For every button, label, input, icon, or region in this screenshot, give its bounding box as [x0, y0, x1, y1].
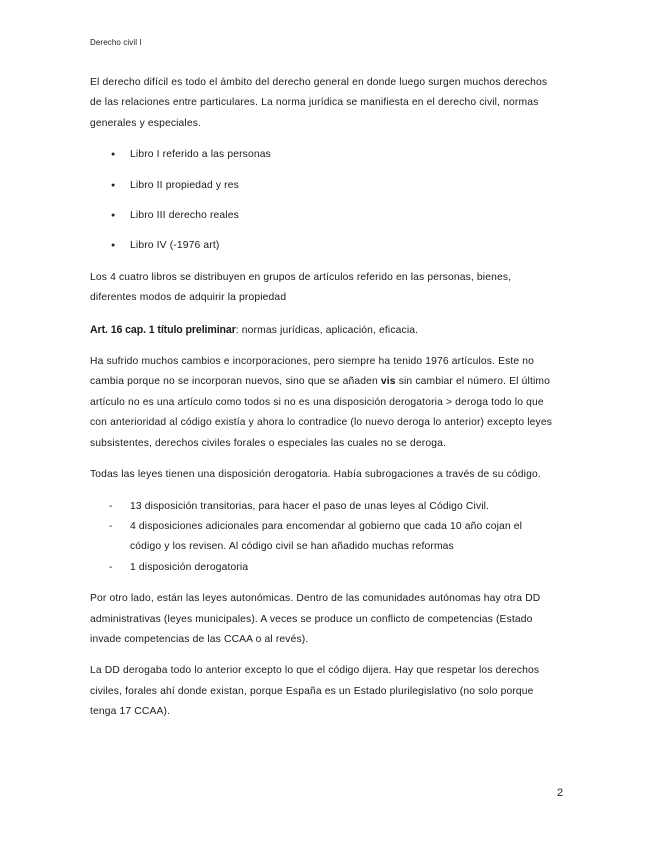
art-heading-paragraph	[90, 320, 555, 341]
list-item: ● Libro I referido a las personas	[90, 145, 555, 165]
changes-text-end: sin cambiar el número. El último artículo no es una artículo como todos si no es una disposición derogatoria > deroga todo lo que con anterioridad al código existía y ahora lo contradice (lo nuevo deroga lo anterior) excepto leyes subsistentes, derechos civiles forales o especiales las cuales no se deroga.	[90, 376, 553, 449]
dd-paragraph: La DD derogaba todo lo anterior excepto lo que el código dijera. Hay que respetar los derechos civiles, forales ahí donde existan, porque España es un Estado plurilegislativo (no solo porque tenga 17 CCAA).	[90, 665, 540, 718]
intro-paragraph: El derecho difícil es todo el ámbito del derecho general en donde luego surgen muchos derechos de las relaciones entre particulares. La norma jurídica se manifiesta en el derecho civil, normas generales y especiales.	[90, 77, 548, 129]
changes-text-start: Ha sufrido muchos cambios e incorporaciones, pero siempre ha tenido 1976 artículos. Este no cambia porque no se incorporan nuevos, sino que se añaden	[90, 356, 535, 388]
books-summary-paragraph: Los 4 cuatro libros se distribuyen en grupos de artículos referido en las personas, bienes, diferentes modos de adquirir la propiedad	[90, 271, 512, 304]
books-list	[90, 145, 555, 257]
running-header: Derecho civil I	[90, 38, 142, 47]
page-content	[90, 73, 555, 734]
list-item: - 4 disposiciones adicionales para encomendar al gobierno que cada 10 año cojan el código y los revisen. Al código civil se han añadido muchas reformas	[90, 517, 555, 558]
page-number: 2	[557, 787, 564, 799]
changes-bold-word: vis	[380, 376, 396, 388]
autonomicas-paragraph: Por otro lado, están las leyes autonómicas. Dentro de las comunidades autónomas hay otra DD administrativas (leyes municipales). A veces se produce un conflicto de competencias (Estado invade competencias de las CCAA o al revés).	[90, 593, 541, 645]
list-item: - 1 disposición derogatoria	[90, 558, 555, 578]
dispositions-list	[90, 497, 555, 579]
art-heading-rest: : normas jurídicas, aplicación, eficacia.	[235, 324, 419, 336]
list-item: ● Libro IV (-1976 art)	[90, 236, 555, 256]
list-item: ● Libro II propiedad y res	[90, 176, 555, 196]
derogatoria-paragraph: Todas las leyes tienen una disposición derogatoria. Había subrogaciones a través de su código.	[90, 469, 541, 481]
changes-paragraph	[90, 352, 555, 454]
list-item: - 13 disposición transitorias, para hacer el paso de unas leyes al Código Civil.	[90, 497, 555, 517]
art-heading-bold: Art. 16 cap. 1 título preliminar	[90, 323, 236, 336]
list-item: ● Libro III derecho reales	[90, 206, 555, 226]
